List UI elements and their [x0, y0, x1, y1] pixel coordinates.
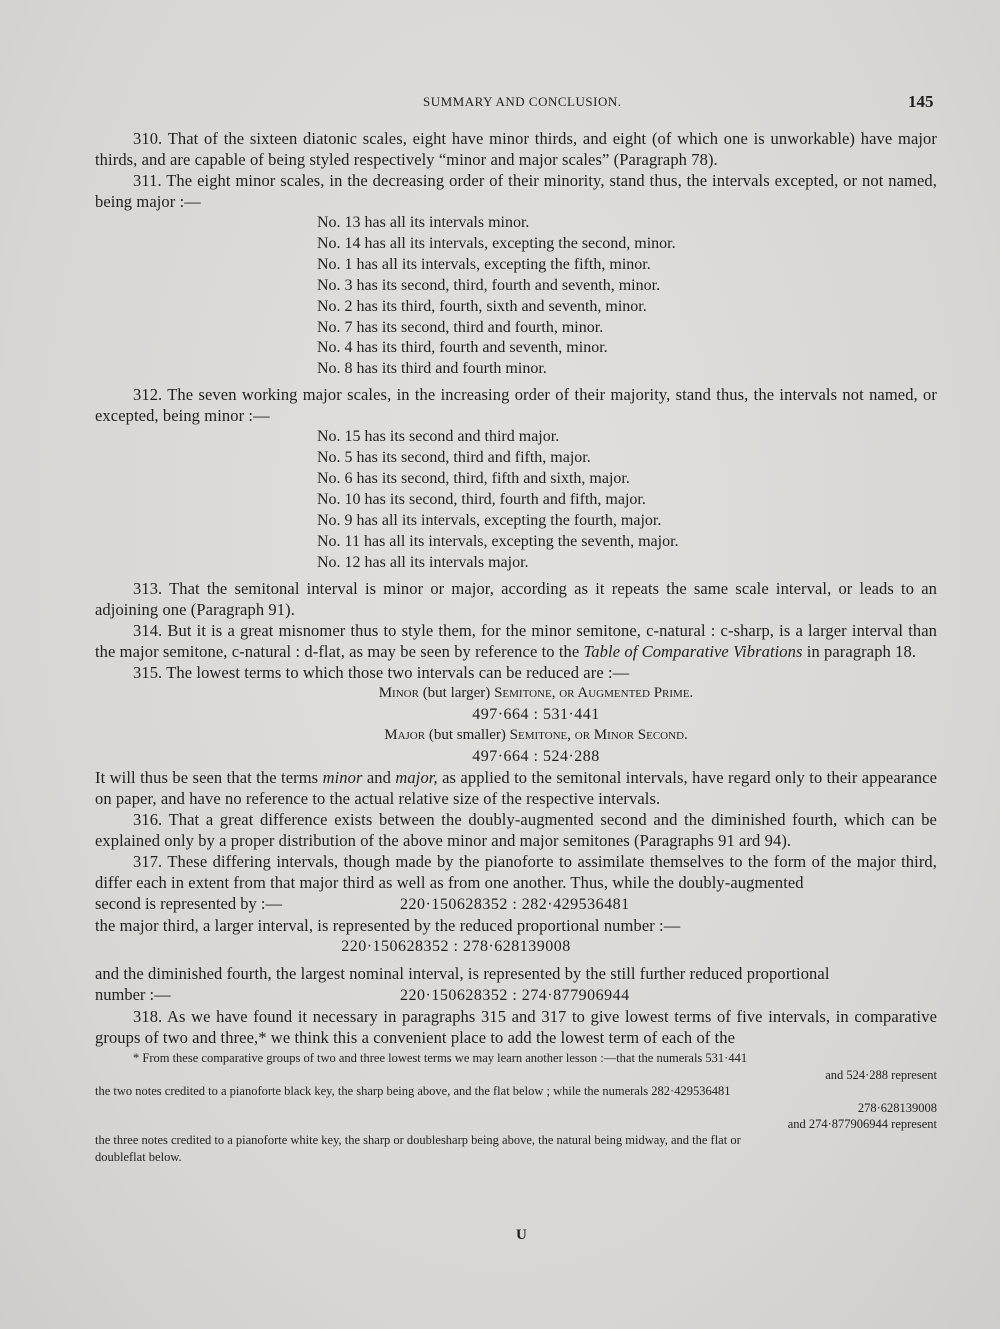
paragraph-318: 318. As we have found it necessary in paragraphs 315 and 317 to give lowest terms of five intervals, in comparative groups of two and three,* we think this a convenient place to add the lowest term of each of the: [95, 1006, 937, 1047]
table-reference: Table of Comparative Vibrations: [583, 641, 803, 661]
major-scales-list: [317, 427, 937, 573]
page-header: [0, 92, 1000, 112]
paragraph-310: 310. That of the sixteen diatonic scales, eight have minor thirds, and eight (of which one is unworkable) have major thirds, and are capable of being styled respectively “minor and major scales” (Paragraph 78).: [95, 129, 937, 169]
third-label: the major third, a larger interval, is represented by the reduced proportional number :—: [95, 915, 681, 935]
footnote-line-3: the three notes credited to a pianoforte white key, the sharp or doublesharp being above, the natural being midway, and the flat or: [95, 1132, 741, 1147]
fourth-label: and the diminished fourth, the largest nominal interval, is represented by the still further reduced proportional: [95, 963, 830, 983]
footnote-line-4: doubleflat below.: [95, 1149, 182, 1164]
list-item: No. 11 has all its intervals, excepting the seventh, major.: [317, 532, 679, 550]
paragraph-317: 317. These differing intervals, though made by the pianoforte to assimilate themselves to the form of the major third, differ each in extent from that major third as well as from one another. Thus, while the doubly-augmented: [95, 851, 937, 892]
paragraph-311: 311. The eight minor scales, in the decreasing order of their minority, stand thus, the intervals excepted, or not named, being major :—: [95, 171, 937, 211]
page-body: [95, 128, 937, 1166]
note-text-c: as applied to the semitonal intervals, have regard only to their appearance on paper, and have no reference to the actual relative size of the respective intervals.: [95, 767, 937, 808]
paragraph-314: [95, 620, 937, 662]
list-item: No. 2 has its third, fourth, sixth and seventh, minor.: [317, 297, 647, 315]
paragraph-note: [95, 767, 937, 809]
list-item: No. 4 has its third, fourth and seventh, minor.: [317, 339, 608, 357]
fourth-label-2: number :—: [95, 984, 171, 1004]
footnote-line-2c: and 274·877906944 represent: [787, 1116, 937, 1131]
list-item: No. 7 has its second, third and fourth, minor.: [317, 318, 604, 336]
footnote: [95, 1050, 937, 1166]
list-item: No. 3 has its second, third, fourth and seventh, minor.: [317, 276, 661, 294]
paragraph-313: 313. That the semitonal interval is minor or major, according as it repeats the same scale interval, or leads to an adjoining one (Paragraph 91).: [95, 578, 937, 619]
second-value: 220·150628352 : 282·429536481: [400, 895, 630, 913]
term-minor: minor: [322, 767, 363, 787]
note-text-b: and: [362, 767, 396, 787]
footnote-line-2: the two notes credited to a pianoforte black key, the sharp being above, and the flat below ; while the numerals 282·429536481: [95, 1083, 731, 1098]
title-minor: Minor: [378, 684, 419, 701]
paragraph-314-text-before: 314. But it is a great misnomer thus to style them, for the minor semitone, c-natural : c-sharp, is a larger interval than the major semitone, c-natural : d-flat, as may be seen by reference to the: [95, 620, 937, 661]
fourth-row: [95, 984, 937, 1006]
major-semitone-title: [135, 725, 937, 746]
note-text-a: It will thus be seen that the terms: [95, 767, 323, 787]
paragraph-315: 315. The lowest terms to which those two intervals can be reduced are :—: [133, 662, 630, 682]
list-item: No. 9 has all its intervals, excepting the fourth, major.: [317, 511, 662, 529]
list-item: No. 10 has its second, third, fourth and fifth, major.: [317, 490, 646, 508]
fourth-value: 220·150628352 : 274·877906944: [400, 986, 630, 1004]
footnote-line-2b: 278·628139008: [857, 1100, 937, 1115]
list-item: No. 13 has all its intervals minor.: [317, 214, 530, 231]
list-item: No. 15 has its second and third major.: [317, 428, 560, 446]
running-head: SUMMARY AND CONCLUSION.: [423, 94, 622, 109]
list-item: No. 12 has all its intervals major.: [317, 553, 529, 571]
page-number: 145: [908, 92, 934, 111]
list-item: No. 1 has all its intervals, excepting the fifth, minor.: [317, 255, 651, 273]
second-label: second is represented by :—: [95, 893, 282, 913]
footnote-line-1b: and 524·288 represent: [825, 1067, 937, 1082]
paragraph-314-text-after: in paragraph 18.: [802, 641, 917, 661]
title-interval: Semitone, or Minor Second.: [509, 726, 688, 743]
title-qualifier: (but smaller): [425, 726, 510, 743]
minor-semitone-title: [135, 683, 937, 704]
third-value: 220·150628352 : 278·628139008: [341, 937, 571, 955]
paragraph-316: 316. That a great difference exists between the doubly-augmented second and the diminished fourth, which can be explained only by a proper distribution of the above minor and major semitones (Paragraphs 91 ard 94).: [95, 809, 937, 850]
title-interval: Semitone, or Augmented Prime.: [494, 684, 694, 701]
title-major: Major: [384, 726, 426, 743]
term-major: major,: [395, 767, 438, 787]
title-qualifier: (but larger): [418, 684, 495, 701]
printer-signature: U: [516, 1227, 527, 1243]
list-item: No. 5 has its second, third and fifth, major.: [317, 449, 591, 467]
list-item: No. 6 has its second, third, fifth and sixth, major.: [317, 470, 630, 488]
paragraph-312: 312. The seven working major scales, in the increasing order of their majority, stand thus, the intervals not named, or excepted, being minor :—: [95, 385, 937, 426]
list-item: No. 14 has all its intervals, excepting the second, minor.: [317, 234, 676, 252]
minor-scales-list: [317, 213, 937, 380]
list-item: No. 8 has its third and fourth minor.: [317, 360, 547, 378]
second-row: [95, 893, 937, 915]
minor-semitone-value: 497·664 : 531·441: [472, 705, 600, 723]
footnote-line-1: * From these comparative groups of two and three lowest terms we may learn another lesson :—that the numerals 531·441: [133, 1050, 748, 1065]
major-semitone-value: 497·664 : 524·288: [472, 747, 600, 765]
